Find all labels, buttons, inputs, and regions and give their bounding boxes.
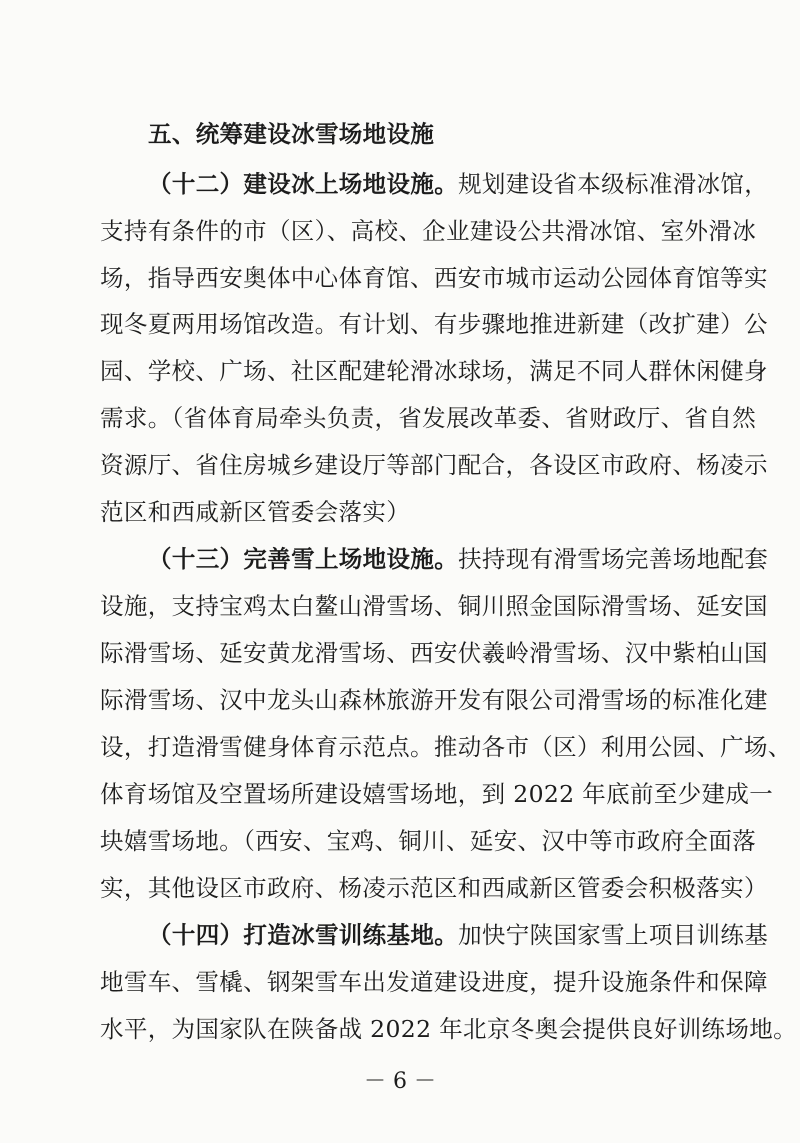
item-label: （十四）打造冰雪训练基地。 <box>148 921 459 949</box>
paragraph-line: 实，其他设区市政府、杨凌示范区和西咸新区管委会积极落实） <box>100 874 768 902</box>
item-label: （十二）建设冰上场地设施。 <box>148 170 459 198</box>
paragraph-line: 水平，为国家队在陕备战 2022 年北京冬奥会提供良好训练场地。 <box>100 1015 797 1043</box>
paragraph-line: 际滑雪场、汉中龙头山森林旅游开发有限公司滑雪场的标准化建 <box>100 686 768 714</box>
section-heading: 五、统筹建设冰雪场地设施 <box>148 120 435 148</box>
item-label: （十三）完善雪上场地设施。 <box>148 545 459 573</box>
paragraph-line: （十二）建设冰上场地设施。规划建设省本级标准滑冰馆， <box>148 170 769 198</box>
paragraph-line: 设，打造滑雪健身体育示范点。推动各市（区）利用公园、广场、 <box>100 733 792 761</box>
paragraph-line: 支持有条件的市（区）、高校、企业建设公共滑冰馆、室外滑冰 <box>100 217 757 245</box>
paragraph-line: 资源厅、省住房城乡建设厅等部门配合，各设区市政府、杨凌示 <box>100 451 768 479</box>
paragraph-line: 园、学校、广场、社区配建轮滑冰球场，满足不同人群休闲健身 <box>100 357 768 385</box>
paragraph-line: （十三）完善雪上场地设施。扶持现有滑雪场完善场地配套 <box>148 545 769 573</box>
paragraph-line: 需求。（省体育局牵头负责，省发展改革委、省财政厅、省自然 <box>100 404 757 432</box>
paragraph-line: 际滑雪场、延安黄龙滑雪场、西安伏羲岭滑雪场、汉中紫柏山国 <box>100 639 768 667</box>
paragraph-line: 块嬉雪场地。（西安、宝鸡、铜川、延安、汉中等市政府全面落 <box>100 827 757 855</box>
paragraph-line: 现冬夏两用场馆改造。有计划、有步骤地推进新建（改扩建）公 <box>100 310 768 338</box>
paragraph-line: 设施，支持宝鸡太白鳌山滑雪场、铜川照金国际滑雪场、延安国 <box>100 592 768 620</box>
paragraph-line: （十四）打造冰雪训练基地。加快宁陕国家雪上项目训练基 <box>148 921 769 949</box>
paragraph-line: 范区和西咸新区管委会落实） <box>100 498 411 526</box>
paragraph-line: 场，指导西安奥体中心体育馆、西安市城市运动公园体育馆等实 <box>100 264 768 292</box>
page-number: － 6 － <box>364 1069 436 1094</box>
paragraph-line: 体育场馆及空置场所建设嬉雪场地，到 2022 年底前至少建成一 <box>100 780 774 808</box>
paragraph-line: 地雪车、雪橇、钢架雪车出发道建设进度，提升设施条件和保障 <box>100 968 768 996</box>
